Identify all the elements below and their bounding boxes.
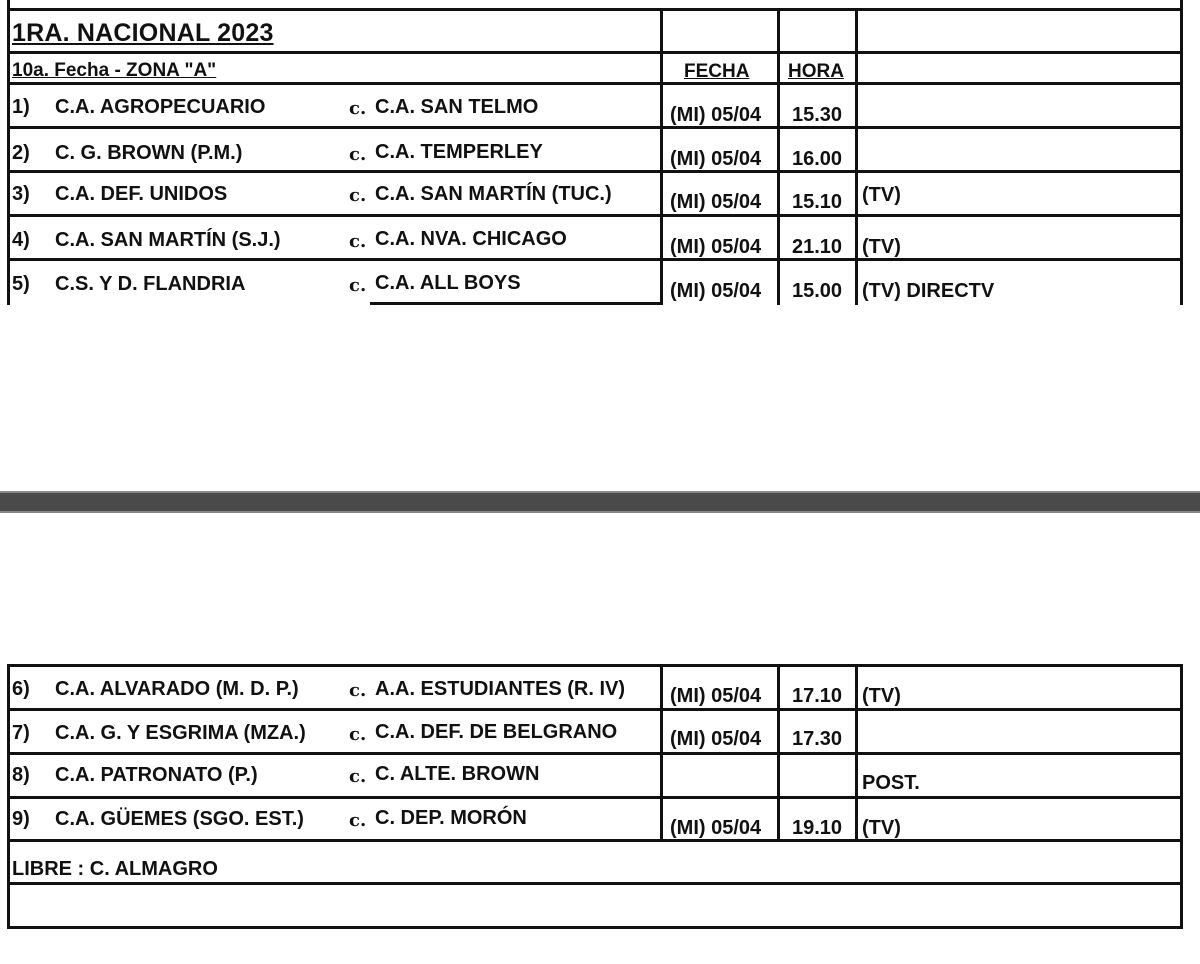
cutoff-line [370, 302, 660, 305]
away-team: C.A. TEMPERLEY [375, 141, 543, 163]
home-team: C. G. BROWN (P.M.) [55, 142, 243, 164]
match-time: 21.10 [792, 236, 843, 258]
match-time: 15.30 [792, 104, 843, 126]
match-time: 16.00 [792, 148, 843, 170]
match-row [7, 667, 1183, 711]
match-number: 6) [12, 678, 30, 700]
match-tv: (TV) DIRECTV [862, 280, 995, 302]
match-number: 7) [12, 722, 30, 744]
match-date: (MI) 05/04 [670, 191, 762, 213]
match-time: 17.30 [792, 728, 843, 750]
fixture-table-top [7, 0, 1183, 305]
libre-row [7, 842, 1183, 885]
match-row [7, 217, 1183, 261]
match-row [7, 261, 1183, 305]
match-row [7, 755, 1183, 799]
home-team: C.A. ALVARADO (M. D. P.) [55, 678, 299, 700]
away-team: A.A. ESTUDIANTES (R. IV) [375, 678, 626, 700]
vs-symbol: c. [349, 766, 367, 787]
match-date: (MI) 05/04 [670, 148, 762, 170]
vs-symbol: c. [349, 275, 367, 296]
match-time: 17.10 [792, 685, 843, 707]
home-team: C.A. AGROPECUARIO [55, 96, 266, 118]
match-tv: (TV) [862, 817, 901, 839]
round-subtitle: 10a. Fecha - ZONA "A" [12, 60, 217, 81]
home-team: C.A. PATRONATO (P.) [55, 764, 258, 786]
vs-symbol: c. [349, 231, 367, 252]
match-date: (MI) 05/04 [670, 236, 762, 258]
match-tv: (TV) [862, 236, 901, 258]
match-number: 5) [12, 273, 30, 295]
vs-symbol: c. [349, 680, 367, 701]
match-date: (MI) 05/04 [670, 817, 762, 839]
away-team: C.A. NVA. CHICAGO [375, 228, 567, 250]
match-tv: (TV) [862, 685, 901, 707]
away-team: C.A. ALL BOYS [375, 272, 521, 294]
home-team: C.A. DEF. UNIDOS [55, 183, 228, 205]
header-row [7, 54, 1183, 85]
match-number: 3) [12, 183, 30, 205]
match-number: 8) [12, 764, 30, 786]
match-status: POST. [862, 772, 920, 794]
column-header-hora: HORA [788, 61, 844, 82]
match-date: (MI) 05/04 [670, 685, 762, 707]
match-time: 15.10 [792, 191, 843, 213]
fixture-table-bottom [7, 664, 1183, 929]
column-header-fecha: FECHA [684, 61, 750, 82]
match-row [7, 129, 1183, 173]
match-time: 15.00 [792, 280, 843, 302]
page-separator [0, 491, 1200, 513]
away-team: C. DEP. MORÓN [375, 807, 527, 829]
match-date: (MI) 05/04 [670, 280, 762, 302]
home-team: C.S. Y D. FLANDRIA [55, 273, 246, 295]
libre-team: LIBRE : C. ALMAGRO [12, 858, 218, 880]
match-number: 4) [12, 229, 30, 251]
away-team: C.A. SAN MARTÍN (TUC.) [375, 183, 612, 205]
vs-symbol: c. [349, 810, 367, 831]
away-team: C. ALTE. BROWN [375, 763, 540, 785]
away-team: C.A. DEF. DE BELGRANO [375, 721, 618, 743]
match-date: (MI) 05/04 [670, 728, 762, 750]
vs-symbol: c. [349, 185, 367, 206]
match-time: 19.10 [792, 817, 843, 839]
page-title: 1RA. NACIONAL 2023 [12, 19, 274, 47]
home-team: C.A. SAN MARTÍN (S.J.) [55, 229, 281, 251]
vs-symbol: c. [349, 98, 367, 119]
match-row [7, 173, 1183, 217]
match-number: 9) [12, 808, 30, 830]
match-date: (MI) 05/04 [670, 104, 762, 126]
match-row [7, 799, 1183, 842]
match-row [7, 85, 1183, 129]
title-row [7, 11, 1183, 54]
empty-row [7, 885, 1183, 929]
away-team: C.A. SAN TELMO [375, 96, 539, 118]
match-row [7, 711, 1183, 755]
vs-symbol: c. [349, 724, 367, 745]
match-number: 2) [12, 142, 30, 164]
match-number: 1) [12, 96, 30, 118]
match-tv: (TV) [862, 184, 901, 206]
home-team: C.A. GÜEMES (SGO. EST.) [55, 808, 304, 830]
home-team: C.A. G. Y ESGRIMA (MZA.) [55, 722, 306, 744]
vs-symbol: c. [349, 144, 367, 165]
